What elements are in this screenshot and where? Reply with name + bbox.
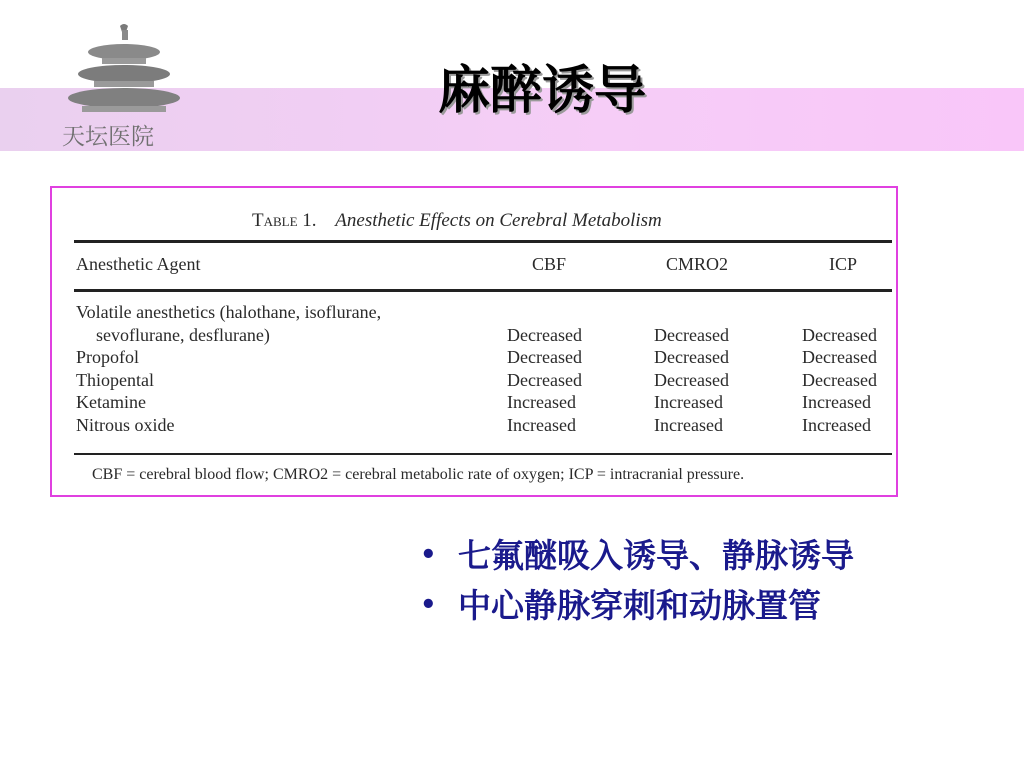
table-cell-cbf: Decreased bbox=[507, 370, 582, 390]
table-cell-icp: Decreased bbox=[802, 325, 877, 345]
table-cell-cbf: Decreased bbox=[507, 325, 582, 345]
column-header-icp: ICP bbox=[829, 254, 858, 274]
bottom-rule bbox=[74, 453, 892, 455]
temple-of-heaven-icon bbox=[62, 18, 187, 118]
bullet-text: 七氟醚吸入诱导、静脉诱导 bbox=[458, 536, 854, 575]
table-cell-icp: Increased bbox=[802, 392, 871, 412]
table-cell-cmro2: Decreased bbox=[654, 325, 729, 345]
bullet-list bbox=[420, 530, 854, 630]
table-title: Anesthetic Effects on Cerebral Metabolism bbox=[335, 210, 662, 231]
table-cell-icp: Decreased bbox=[802, 370, 877, 390]
column-header-cmro2: CMRO2 bbox=[666, 254, 729, 274]
column-header-cbf: CBF bbox=[532, 254, 567, 274]
slide-title: 麻醉诱导 bbox=[438, 60, 647, 121]
table-figure bbox=[50, 186, 898, 497]
table-row-agent: sevoflurane, desflurane) bbox=[96, 325, 270, 345]
table-cell-cmro2: Increased bbox=[654, 392, 723, 412]
table-cell-cbf: Increased bbox=[507, 392, 576, 412]
table-footnote: CBF = cerebral blood flow; CMRO2 = cerebral metabolic rate of oxygen; ICP = intracranial pressure. bbox=[92, 466, 745, 483]
bullet-dot-icon: • bbox=[420, 540, 437, 570]
table-cell-cmro2: Increased bbox=[654, 415, 723, 435]
bullet-item bbox=[420, 580, 854, 630]
table-row-agent: Ketamine bbox=[76, 392, 146, 412]
table-cell-icp: Decreased bbox=[802, 347, 877, 367]
bullet-item bbox=[420, 530, 854, 580]
table-cell-cbf: Increased bbox=[507, 415, 576, 435]
header-rule bbox=[74, 289, 892, 292]
bullet-text: 中心静脉穿刺和动脉置管 bbox=[458, 586, 821, 625]
table-cell-cbf: Decreased bbox=[507, 347, 582, 367]
table-row-agent: Propofol bbox=[76, 347, 139, 367]
top-rule bbox=[74, 240, 892, 243]
table-cell-icp: Increased bbox=[802, 415, 871, 435]
logo-text: 天坛医院 bbox=[62, 124, 154, 150]
table-row-agent: Volatile anesthetics (halothane, isoflurane, bbox=[76, 302, 382, 322]
bullet-dot-icon: • bbox=[420, 590, 437, 620]
anesthetic-effects-table bbox=[74, 188, 894, 493]
hospital-logo bbox=[62, 18, 187, 148]
table-cell-cmro2: Decreased bbox=[654, 370, 729, 390]
table-cell-cmro2: Decreased bbox=[654, 347, 729, 367]
table-row-agent: Thiopental bbox=[76, 370, 154, 390]
table-caption bbox=[252, 210, 662, 232]
table-row-agent: Nitrous oxide bbox=[76, 415, 175, 435]
column-header-agent: Anesthetic Agent bbox=[76, 254, 201, 274]
table-label: Table 1. bbox=[252, 210, 317, 231]
